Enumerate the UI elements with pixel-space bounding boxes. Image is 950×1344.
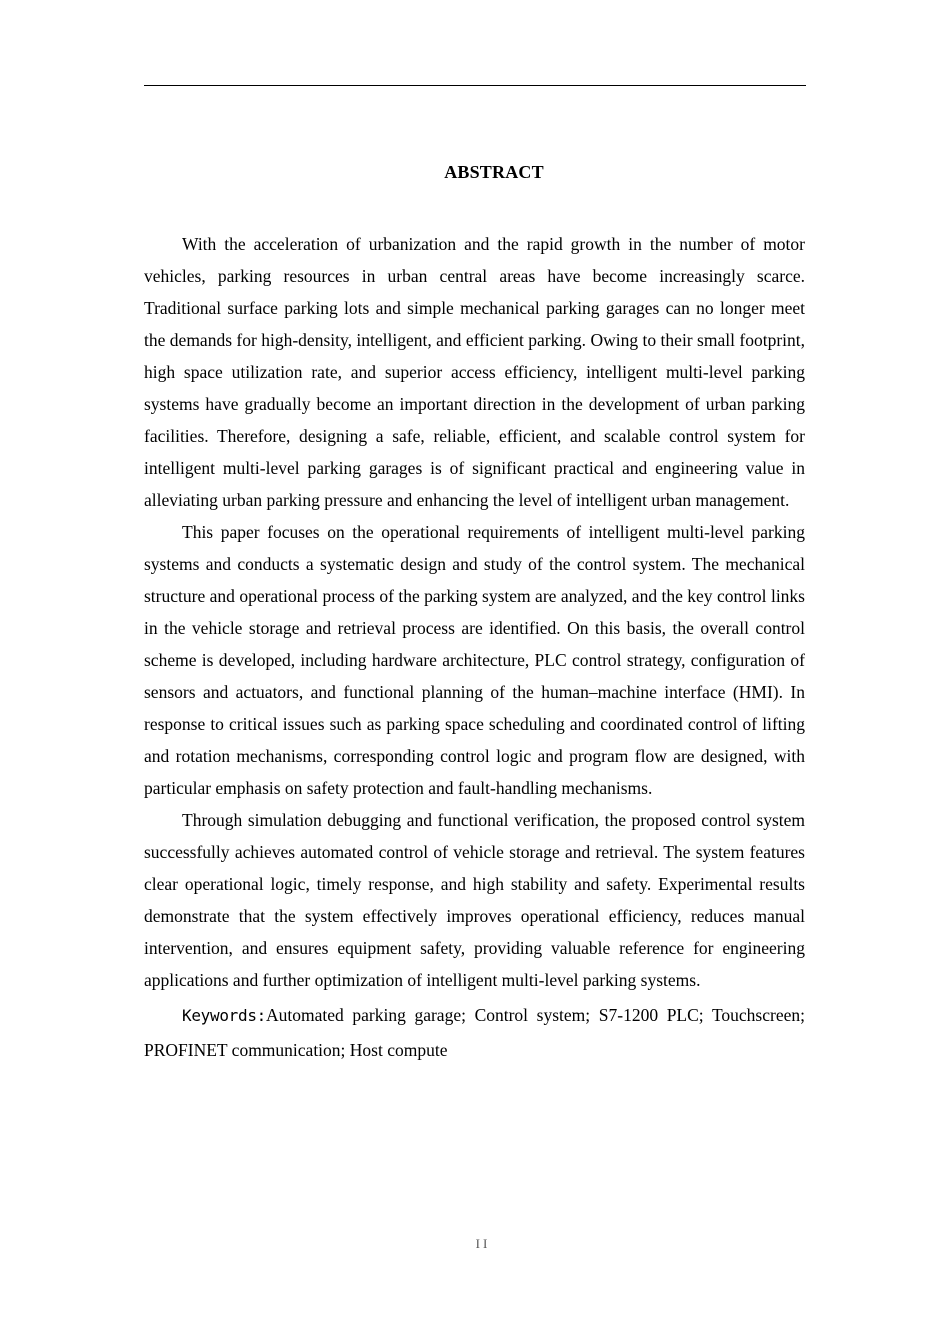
header-rule [144,85,806,86]
page-title: ABSTRACT [444,162,544,182]
keywords-label: Keywords: [182,1006,266,1025]
keywords-text: Automated parking garage; Control system; S7-1200 PLC; Touchscreen; PROFINET communication; Host compute [144,1005,805,1060]
keywords-line [144,998,805,1067]
abstract-paragraph-3: Through simulation debugging and functional verification, the proposed control system successfully achieves automated control of vehicle storage and retrieval. The system features clear operational logic, timely response, and high stability and safety. Experimental results demonstrate that the system effectively improves operational efficiency, reduces manual intervention, and ensures equipment safety, providing valuable reference for engineering applications and further optimization of intelligent multi-level parking systems. [144,810,805,990]
abstract-paragraph-2: This paper focuses on the operational requirements of intelligent multi-level parking systems and conducts a systematic design and study of the control system. The mechanical structure and operational process of the parking system are analyzed, and the key control links in the vehicle storage and retrieval process are identified. On this basis, the overall control scheme is developed, including hardware architecture, PLC control strategy, configuration of sensors and actuators, and functional planning of the human–machine interface (HMI). In response to critical issues such as parking space scheduling and coordinated control of lifting and rotation mechanisms, corresponding control logic and program flow are designed, with particular emphasis on safety protection and fault-handling mechanisms. [144,522,805,798]
page-number: II [475,1236,491,1251]
abstract-body [144,228,805,1067]
abstract-paragraph-1: With the acceleration of urbanization and the rapid growth in the number of motor vehicles, parking resources in urban central areas have become increasingly scarce. Traditional surface parking lots and simple mechanical parking garages can no longer meet the demands for high-density, intelligent, and efficient parking. Owing to their small footprint, high space utilization rate, and superior access efficiency, intelligent multi-level parking systems have gradually become an important direction in the development of urban parking facilities. Therefore, designing a safe, reliable, efficient, and scalable control system for intelligent multi-level parking garages is of significant practical and engineering value in alleviating urban parking pressure and enhancing the level of intelligent urban management. [144,234,805,510]
